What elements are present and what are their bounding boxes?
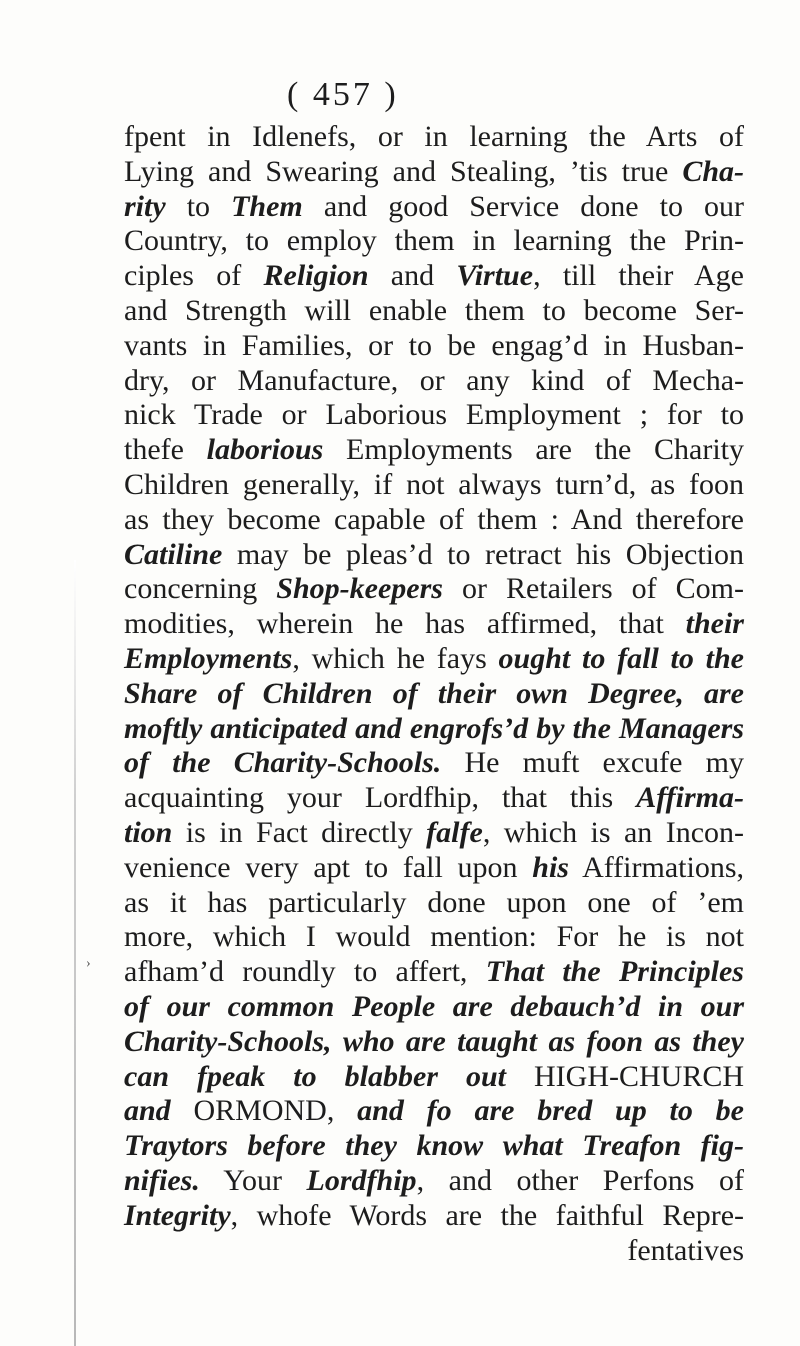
text-line xyxy=(124,259,744,294)
italic-run: Traytors before they know what Treafon fig- xyxy=(124,1129,744,1163)
italic-run: tion xyxy=(124,815,173,849)
text-run: nick Trade or Laborious Employment ; for to xyxy=(124,398,744,432)
text-line xyxy=(124,920,744,955)
text-line xyxy=(124,364,744,399)
text-run: and good Service done to our xyxy=(302,189,744,223)
text-line xyxy=(124,1164,744,1199)
text-line xyxy=(124,572,744,607)
text-line xyxy=(124,398,744,433)
text-run: Employments are the Charity xyxy=(323,433,744,467)
italic-run: Shop-keepers xyxy=(276,572,443,606)
text-run: ORMOND, xyxy=(170,1094,358,1128)
italic-run: Employments xyxy=(124,641,293,675)
page-binding-edge xyxy=(74,560,76,1346)
text-run: dry, or Manufacture, or any kind of Mecha- xyxy=(124,363,744,397)
italic-run: and xyxy=(124,1094,171,1128)
text-run: afham’d roundly to affert, xyxy=(124,955,486,989)
text-line xyxy=(124,120,744,155)
italic-run: Lordfhip xyxy=(306,1163,417,1197)
text-run: concerning xyxy=(124,572,277,606)
margin-mark: › xyxy=(86,956,91,971)
body-text xyxy=(124,120,744,1268)
italic-run: Religion xyxy=(263,259,369,293)
text-line xyxy=(124,294,744,329)
text-run: more, which I would mention: For he is not xyxy=(124,920,744,954)
text-line xyxy=(124,155,744,190)
text-line xyxy=(124,1094,744,1129)
text-line xyxy=(124,712,744,747)
italic-run: rity xyxy=(124,189,166,223)
text-line xyxy=(124,1060,744,1095)
italic-run: Virtue xyxy=(456,259,534,293)
text-run: and Strength will enable them to become Ser- xyxy=(124,293,744,327)
text-run: to xyxy=(165,189,232,223)
text-run: Children generally, if not always turn’d, as foon xyxy=(124,467,744,501)
text-line xyxy=(124,1129,744,1164)
text-line xyxy=(124,816,744,851)
italic-run: falfe xyxy=(426,815,483,849)
text-line xyxy=(124,781,744,816)
text-line xyxy=(124,224,744,259)
text-run: HIGH-CHURCH xyxy=(506,1059,744,1093)
italic-run: Affirma- xyxy=(636,781,744,815)
text-run: thefe xyxy=(124,433,207,467)
text-line xyxy=(124,955,744,990)
italic-run: can fpeak to blabber out xyxy=(124,1059,506,1093)
text-run: as they become capable of them : And therefore xyxy=(124,502,744,536)
italic-run: moftly anticipated and engrofs’d by the Managers xyxy=(124,711,744,745)
text-run: Affirmations, xyxy=(568,850,744,884)
text-line xyxy=(124,990,744,1025)
text-run: , whofe Words are the faithful Repre- xyxy=(230,1198,744,1232)
text-run: , till their Age xyxy=(533,259,744,293)
text-run: vants in Families, or to be engag’d in Husban- xyxy=(124,328,744,362)
text-line xyxy=(124,329,744,364)
italic-run: laborious xyxy=(206,433,324,467)
text-run: as it has particularly done upon one of ’em xyxy=(124,885,744,919)
page-number: ( 457 ) xyxy=(287,76,399,113)
text-run: may be pleas’d to retract his Objection xyxy=(222,537,744,571)
text-run: and xyxy=(368,259,457,293)
text-run: or Retailers of Com- xyxy=(442,572,744,606)
text-run: is in Fact directly xyxy=(172,815,427,849)
text-line xyxy=(124,642,744,677)
italic-run: Catiline xyxy=(124,537,223,571)
text-line xyxy=(124,746,744,781)
text-line xyxy=(124,1025,744,1060)
italic-run: of the Charity-Schools. xyxy=(124,746,442,780)
text-run: fpent in Idlenefs, or in learning the Arts of xyxy=(124,120,744,153)
text-line xyxy=(124,538,744,573)
text-line xyxy=(124,503,744,538)
text-line xyxy=(124,1199,744,1234)
text-run: Country, to employ them in learning the Prin- xyxy=(124,224,744,258)
italic-run: That the Principles xyxy=(485,955,744,989)
italic-run: Cha- xyxy=(682,154,744,188)
text-run: ciples of xyxy=(124,259,264,293)
text-line xyxy=(124,886,744,921)
italic-run: his xyxy=(532,850,569,884)
text-run: , which he fays xyxy=(292,641,499,675)
italic-run: their xyxy=(685,607,744,641)
italic-run: Share of Children of their own Degree, are xyxy=(124,676,744,710)
text-run: , which is an Incon- xyxy=(482,815,744,849)
italic-run: and fo are bred up to be xyxy=(357,1094,744,1128)
text-line xyxy=(124,677,744,712)
text-line xyxy=(124,607,744,642)
text-run: He muft excufe my xyxy=(441,746,744,780)
italic-run: Integrity xyxy=(124,1198,231,1232)
text-run: modities, wherein he has affirmed, that xyxy=(124,607,686,641)
text-line xyxy=(124,433,744,468)
text-run: Lying and Swearing and Stealing, ’tis true xyxy=(124,154,683,188)
text-run: , and other Perfons of xyxy=(416,1163,744,1197)
text-line xyxy=(124,1234,744,1269)
italic-run: Charity-Schools, who are taught as foon as they xyxy=(124,1024,744,1058)
text-run: fentatives xyxy=(627,1233,744,1267)
italic-run: nifies. xyxy=(124,1163,200,1197)
text-run: Your xyxy=(199,1163,307,1197)
italic-run: of our common People are debauch’d in our xyxy=(124,989,744,1023)
text-run: venience very apt to fall upon xyxy=(124,850,533,884)
italic-run: Them xyxy=(231,189,303,223)
text-run: acquainting your Lordfhip, that this xyxy=(124,781,637,815)
text-line xyxy=(124,851,744,886)
italic-run: ought to fall to the xyxy=(498,641,744,675)
text-line xyxy=(124,190,744,225)
text-line xyxy=(124,468,744,503)
